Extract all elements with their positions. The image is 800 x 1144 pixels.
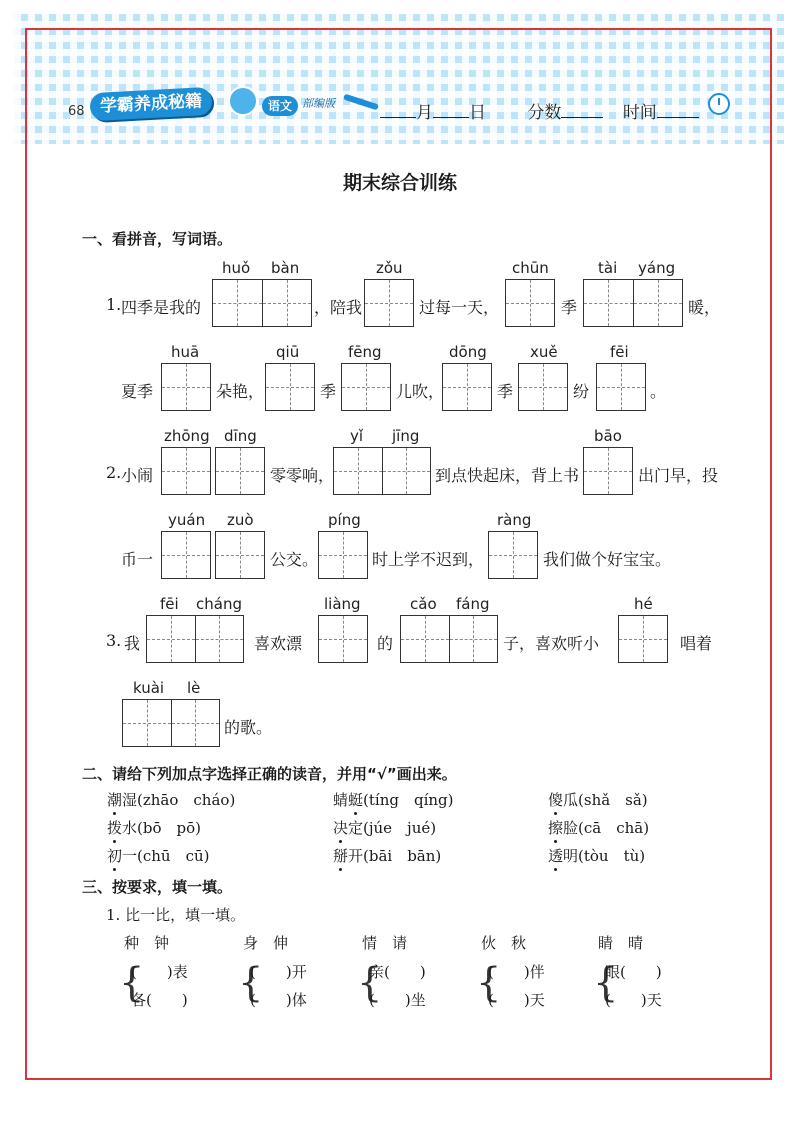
pinyin: hé xyxy=(634,595,653,613)
pinyin: liàng xyxy=(324,595,361,613)
item-rest: 水(bō pō) xyxy=(122,819,201,837)
fill-blank[interactable]: ( )天 xyxy=(605,991,662,1009)
fill-blank[interactable]: 眼( ) xyxy=(605,963,662,981)
q1-text: 暖， xyxy=(688,298,721,317)
writing-grid[interactable] xyxy=(400,615,498,663)
q1-text: 。 xyxy=(650,382,667,401)
compare-chars: 种 钟 xyxy=(124,934,170,952)
q1-text: 儿吹， xyxy=(396,382,445,401)
q3-text: 的歌。 xyxy=(224,718,273,737)
writing-grid[interactable] xyxy=(505,279,555,327)
item-rest: 瓜(shǎ sǎ) xyxy=(563,791,648,809)
pinyin: dīng xyxy=(224,427,257,445)
q3-text: 的 xyxy=(377,634,394,653)
item-rest: 定(júe jué) xyxy=(348,819,437,837)
pronunciation-item[interactable] xyxy=(333,817,436,838)
pinyin: bāo xyxy=(594,427,622,445)
item-rest: (tíng qíng) xyxy=(363,791,454,809)
fill-blank[interactable]: ( )坐 xyxy=(369,991,426,1009)
writing-grid[interactable] xyxy=(442,363,492,411)
pronunciation-item[interactable] xyxy=(333,845,441,866)
q2-text: 公交。 xyxy=(270,550,319,569)
dotted-char: 蜓 xyxy=(348,791,364,809)
time-label: 时间 xyxy=(622,103,657,123)
q1-text: 夏季 xyxy=(121,382,154,401)
dotted-char: 潮 xyxy=(107,791,123,809)
compare-chars: 身 伸 xyxy=(243,934,289,952)
score-label: 分数 xyxy=(527,103,562,123)
pronunciation-item[interactable] xyxy=(107,817,201,838)
brace-icon: { xyxy=(593,960,619,1006)
pinyin: yáng xyxy=(638,259,676,277)
item-prefix: 蜻 xyxy=(333,791,349,809)
q3-text: 我 xyxy=(124,634,141,653)
brace-icon: { xyxy=(476,960,502,1006)
pronunciation-item[interactable] xyxy=(548,789,648,810)
fill-blank[interactable]: 亲( ) xyxy=(369,963,426,981)
pinyin: zǒu xyxy=(376,259,403,277)
fill-blank[interactable]: 各( ) xyxy=(131,991,188,1009)
q1-text: ，陪我 xyxy=(314,298,363,317)
pinyin: bàn xyxy=(271,259,300,277)
fill-blank[interactable]: ( )开 xyxy=(250,963,307,981)
q3-text: 子，喜欢听小 xyxy=(503,634,600,653)
q1-text: 纷 xyxy=(573,382,590,401)
dotted-char: 傻 xyxy=(548,791,564,809)
q2-text: 零零响， xyxy=(270,466,335,485)
fill-blank[interactable]: ( )表 xyxy=(131,963,188,981)
pinyin: dōng xyxy=(449,343,487,361)
q2-number: 2. xyxy=(106,463,122,482)
section3-sub1: 1. 比一比，填一填。 xyxy=(106,906,246,924)
item-rest: 明(tòu tù) xyxy=(563,847,646,865)
writing-grid[interactable] xyxy=(318,615,368,663)
writing-grid[interactable] xyxy=(215,447,265,495)
q1-number: 1. xyxy=(106,295,122,314)
edition-label: 部编版 xyxy=(302,97,335,110)
page-title: 期末综合训练 xyxy=(342,172,457,194)
compare-chars: 伙 秋 xyxy=(481,934,527,952)
pinyin: cháng xyxy=(196,595,242,613)
pinyin: jīng xyxy=(392,427,420,445)
q2-text: 到点快起床，背上书 xyxy=(435,466,580,485)
writing-grid[interactable] xyxy=(161,363,211,411)
section1-heading: 一、看拼音，写词语。 xyxy=(82,230,233,248)
writing-grid[interactable] xyxy=(265,363,315,411)
q1-text: 过每一天， xyxy=(419,298,500,317)
q2-text: 小闹 xyxy=(121,466,154,485)
compare-chars: 情 请 xyxy=(362,934,408,952)
dotted-char: 决 xyxy=(333,819,349,837)
writing-grid[interactable] xyxy=(618,615,668,663)
fill-blank[interactable]: ( )伴 xyxy=(488,963,545,981)
q2-text: 出门早，投 xyxy=(638,466,719,485)
pinyin: chūn xyxy=(512,259,549,277)
day-label: 日 xyxy=(469,103,486,123)
q1-text: 四季是我的 xyxy=(121,298,202,317)
writing-grid[interactable] xyxy=(146,615,244,663)
writing-grid[interactable] xyxy=(583,279,683,327)
month-label: 月 xyxy=(416,103,433,123)
item-rest: 开(bāi bān) xyxy=(348,847,442,865)
q3-text: 喜欢漂 xyxy=(254,634,303,653)
writing-grid[interactable] xyxy=(161,447,211,495)
pronunciation-item[interactable] xyxy=(548,817,649,838)
writing-grid[interactable] xyxy=(318,531,368,579)
writing-grid[interactable] xyxy=(518,363,568,411)
pinyin: fēi xyxy=(160,595,179,613)
pinyin: píng xyxy=(328,511,361,529)
item-rest: 湿(zhāo cháo) xyxy=(122,791,236,809)
dotted-char: 掰 xyxy=(333,847,349,865)
brace-icon: { xyxy=(357,960,383,1006)
writing-grid[interactable] xyxy=(583,447,633,495)
fill-blank[interactable]: ( )天 xyxy=(488,991,545,1009)
pinyin: huā xyxy=(171,343,200,361)
pinyin: zhōng xyxy=(164,427,210,445)
item-rest: 脸(cā chā) xyxy=(563,819,650,837)
pronunciation-item[interactable] xyxy=(107,845,210,866)
writing-grid[interactable] xyxy=(364,279,414,327)
section3-heading: 三、按要求，填一填。 xyxy=(82,878,233,896)
q3-number: 3. xyxy=(106,631,122,650)
dotted-char: 拨 xyxy=(107,819,123,837)
pinyin: cǎo xyxy=(410,595,437,613)
pinyin: zuò xyxy=(227,511,254,529)
book-logo: 学霸养成秘籍 xyxy=(89,87,212,121)
pinyin: fēng xyxy=(348,343,382,361)
q2-text: 时上学不迟到， xyxy=(372,550,485,569)
writing-grid[interactable] xyxy=(341,363,391,411)
writing-grid[interactable] xyxy=(161,531,211,579)
q2-text: 我们做个好宝宝。 xyxy=(543,550,672,569)
page-number: 68 xyxy=(68,104,85,119)
pinyin: xuě xyxy=(530,343,558,361)
pinyin: kuài xyxy=(133,679,165,697)
pinyin: ràng xyxy=(497,511,532,529)
dotted-char: 透 xyxy=(548,847,564,865)
pinyin: huǒ xyxy=(222,259,251,277)
writing-grid[interactable] xyxy=(333,447,431,495)
pinyin: lè xyxy=(187,679,201,697)
item-rest: 一(chū cū) xyxy=(122,847,210,865)
brace-icon: { xyxy=(238,960,264,1006)
pronunciation-item[interactable] xyxy=(548,845,645,866)
q1-text: 季 xyxy=(320,382,337,401)
pinyin: yǐ xyxy=(350,427,364,445)
dotted-char: 初 xyxy=(107,847,123,865)
writing-grid[interactable] xyxy=(488,531,538,579)
pinyin: fáng xyxy=(456,595,490,613)
pinyin: fēi xyxy=(610,343,629,361)
q3-text: 唱着 xyxy=(680,634,713,653)
pinyin: tài xyxy=(598,259,618,277)
q1-text: 季 xyxy=(561,298,578,317)
q1-text: 朵艳， xyxy=(216,382,265,401)
dotted-char: 擦 xyxy=(548,819,564,837)
subject-badge: 语文 xyxy=(262,96,298,116)
compare-chars: 睛 晴 xyxy=(598,934,644,952)
writing-grid[interactable] xyxy=(212,279,312,327)
writing-grid[interactable] xyxy=(122,699,220,747)
q1-text: 季 xyxy=(497,382,514,401)
pronunciation-item[interactable] xyxy=(333,789,454,810)
pronunciation-item[interactable] xyxy=(107,789,235,810)
writing-grid[interactable] xyxy=(596,363,646,411)
section2-heading: 二、请给下列加点字选择正确的读音，并用“√”画出来。 xyxy=(82,765,457,783)
fill-blank[interactable]: ( )体 xyxy=(250,991,307,1009)
pinyin: qiū xyxy=(276,343,300,361)
pinyin: yuán xyxy=(168,511,206,529)
q2-text: 币一 xyxy=(121,550,154,569)
brace-icon: { xyxy=(119,960,145,1006)
writing-grid[interactable] xyxy=(215,531,265,579)
